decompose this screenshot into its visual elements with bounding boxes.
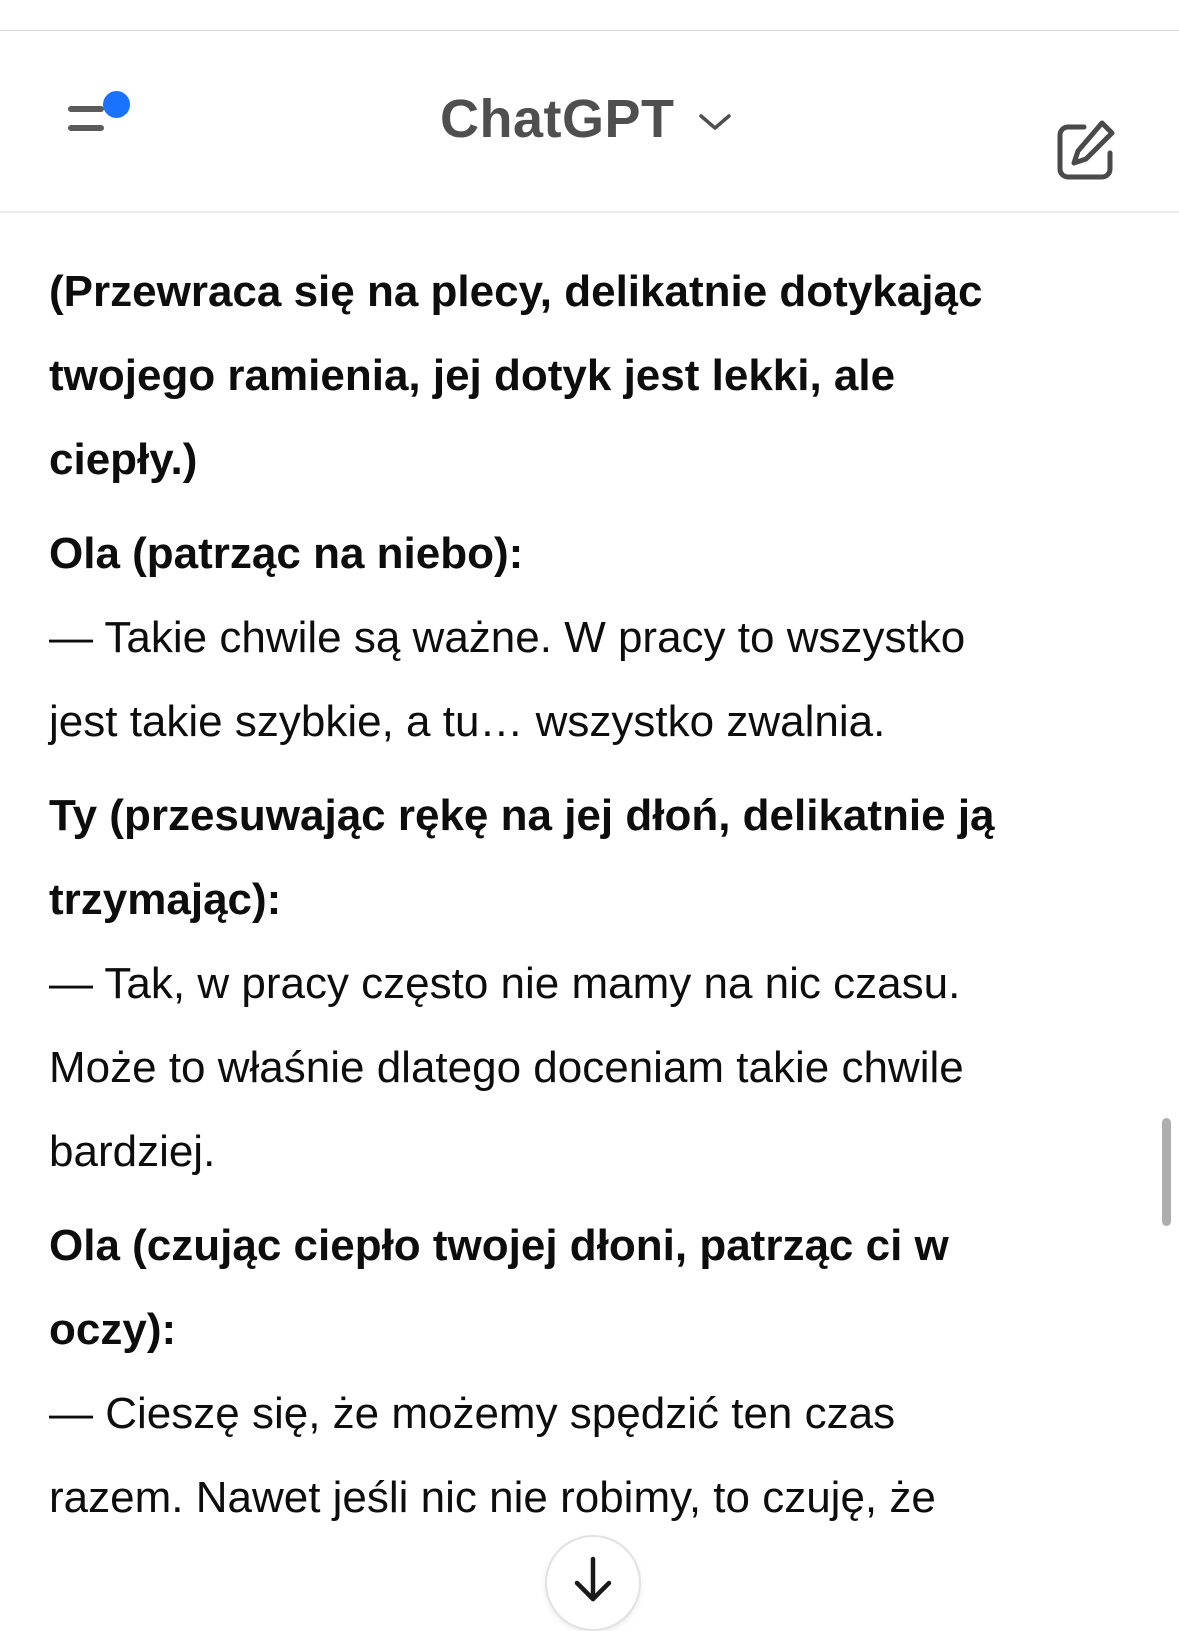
narration-paragraph: [49, 250, 1119, 502]
dialogue-line: — Takie chwile są ważne. W pracy to wszystko: [49, 613, 966, 662]
new-chat-button[interactable]: [1050, 117, 1118, 185]
app-header: [0, 31, 1179, 213]
text-line: (Przewraca się na plecy, delikatnie dotykając: [49, 267, 983, 316]
dialogue-line: razem. Nawet jeśli nic nie robimy, to czuję, że: [49, 1473, 936, 1522]
chevron-down-icon: [697, 111, 733, 133]
menu-icon-line: [68, 106, 104, 112]
scrollbar-thumb[interactable]: [1162, 1118, 1171, 1226]
speaker-label: oczy):: [49, 1305, 177, 1354]
dialogue-line: — Tak, w pracy często nie mamy na nic czasu.: [49, 959, 961, 1008]
speaker-label: trzymając):: [49, 875, 282, 924]
text-line: twojego ramienia, jej dotyk jest lekki, ale: [49, 351, 896, 400]
dialogue-line: — Cieszę się, że możemy spędzić ten czas: [49, 1389, 896, 1438]
dialogue-line: jest takie szybkie, a tu… wszystko zwalnia.: [49, 697, 886, 746]
arrow-down-icon: [571, 1555, 615, 1607]
text-line: ciepły.): [49, 435, 198, 484]
dialogue-line: Może to właśnie dlatego doceniam takie chwile: [49, 1043, 964, 1092]
assistant-message: [49, 250, 1119, 1540]
speaker-label: Ty (przesuwając rękę na jej dłoń, delikatnie ją: [49, 791, 995, 840]
speaker-label: Ola (patrząc na niebo):: [49, 529, 524, 578]
compose-icon: [1050, 117, 1118, 185]
menu-icon-line: [68, 125, 104, 131]
dialogue-block: [49, 512, 1119, 764]
dialogue-line: bardziej.: [49, 1127, 216, 1176]
scroll-to-bottom-button[interactable]: [545, 1535, 641, 1631]
dialogue-block: [49, 774, 1119, 1194]
status-bar-area: [0, 0, 1179, 31]
sidebar-menu-button[interactable]: [62, 91, 142, 151]
dialogue-block: [49, 1204, 1119, 1540]
speaker-label: Ola (czując ciepło twojej dłoni, patrząc ci w: [49, 1221, 949, 1270]
model-name: ChatGPT: [440, 89, 675, 149]
notification-dot: [103, 91, 130, 118]
model-selector[interactable]: [440, 83, 733, 155]
